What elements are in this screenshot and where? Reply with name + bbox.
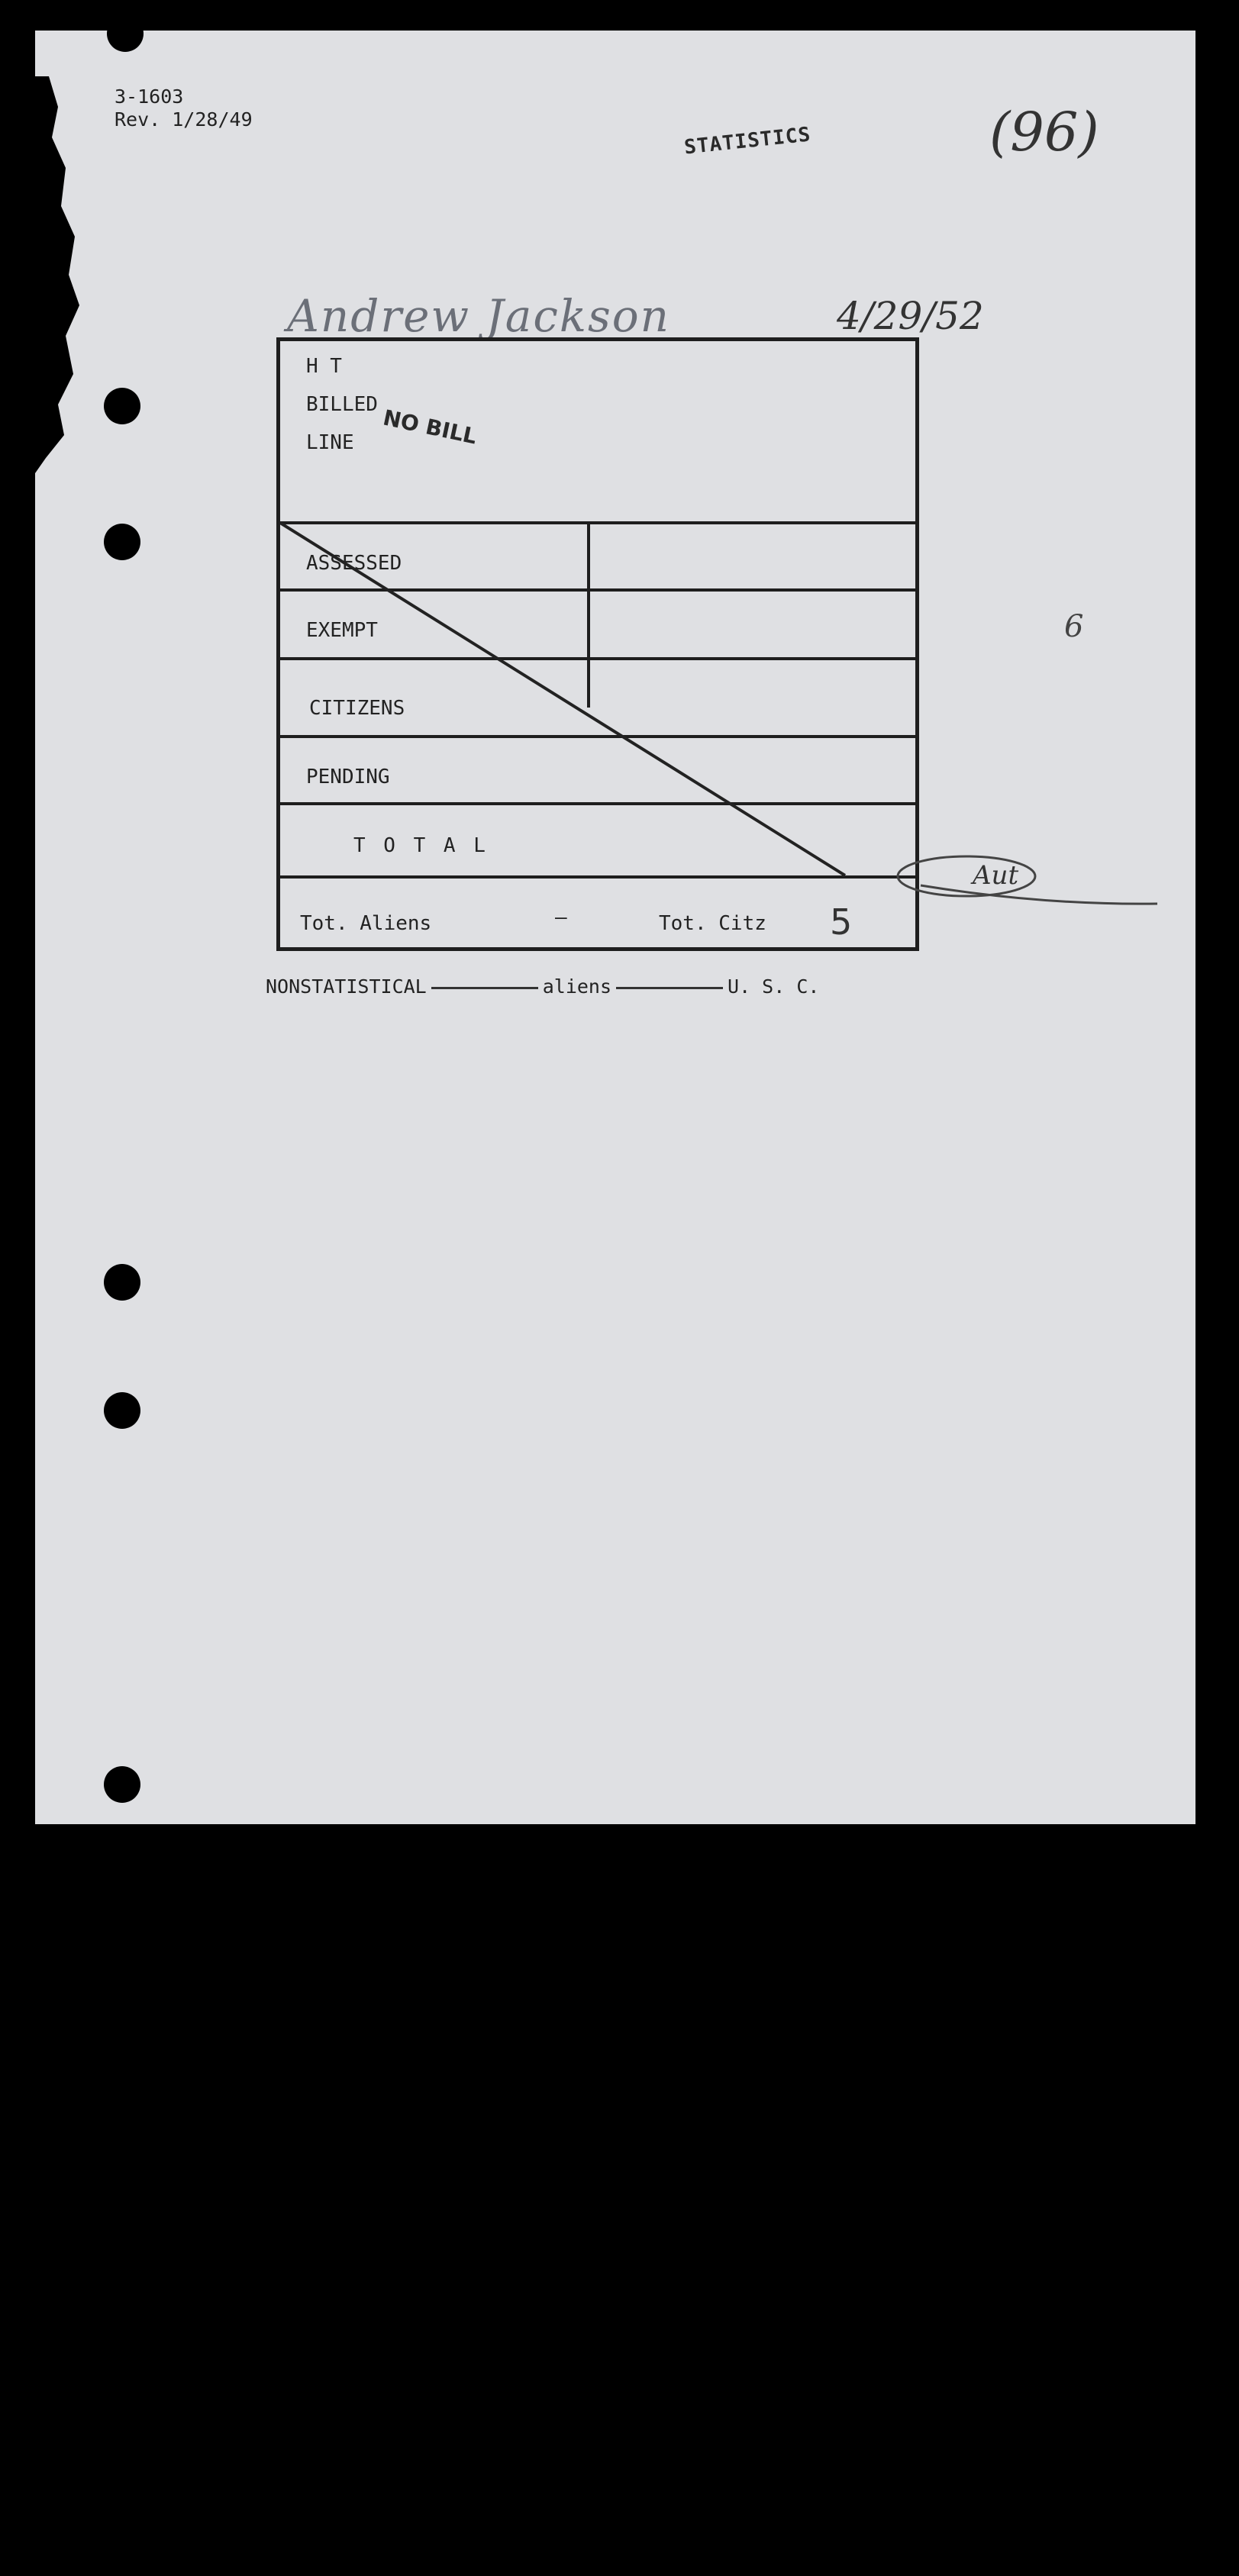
torn-edge [35, 76, 89, 473]
row-label-pending: PENDING [306, 766, 390, 788]
scan-background [0, 1832, 1239, 2576]
punch-hole [104, 524, 140, 560]
row-label-assessed: ASSESSED [306, 552, 402, 575]
aliens-label: aliens [542, 975, 612, 998]
initials-annotation [890, 844, 1165, 920]
no-bill-stamp: NO BILL [380, 405, 479, 450]
total-citizens-label: Tot. Citz [659, 912, 766, 935]
page-number: (96) [989, 101, 1099, 163]
form-code-number: 3-1603 [115, 85, 184, 108]
statistics-form-box [276, 337, 919, 951]
statistics-stamp: STATISTICS [682, 123, 812, 160]
form-revision: Rev. 1/28/49 [115, 108, 253, 131]
handwritten-name: Andrew Jackson [287, 290, 670, 342]
row-label-citizens: CITIZENS [309, 697, 405, 720]
total-citizens-value: 5 [830, 901, 853, 943]
total-aliens-value: — [555, 906, 567, 929]
blank-line [431, 987, 538, 989]
initials-text: Aut [973, 860, 1019, 891]
margin-mark [1058, 605, 1119, 650]
blank-line [616, 987, 723, 989]
punch-hole [104, 1392, 140, 1429]
punch-hole [104, 1264, 140, 1301]
form-code [115, 85, 253, 131]
total-label: T O T A L [353, 834, 489, 857]
row-label-line: LINE [306, 431, 354, 454]
total-aliens-label: Tot. Aliens [300, 912, 432, 935]
row-label-exempt: EXEMPT [306, 619, 378, 642]
document-page [35, 31, 1195, 1824]
margin-mark-text: 6 [1064, 609, 1084, 644]
nonstatistical-line [266, 975, 819, 998]
nonstatistical-label: NONSTATISTICAL [266, 975, 427, 998]
row-label-ht: H T [306, 355, 342, 378]
diagonal-strike [280, 341, 923, 955]
punch-hole [104, 388, 140, 424]
usc-label: U. S. C. [728, 975, 820, 998]
punch-hole [107, 31, 144, 52]
punch-hole [104, 1766, 140, 1803]
row-label-billed: BILLED [306, 393, 378, 416]
handwritten-date: 4/29/52 [837, 294, 984, 338]
